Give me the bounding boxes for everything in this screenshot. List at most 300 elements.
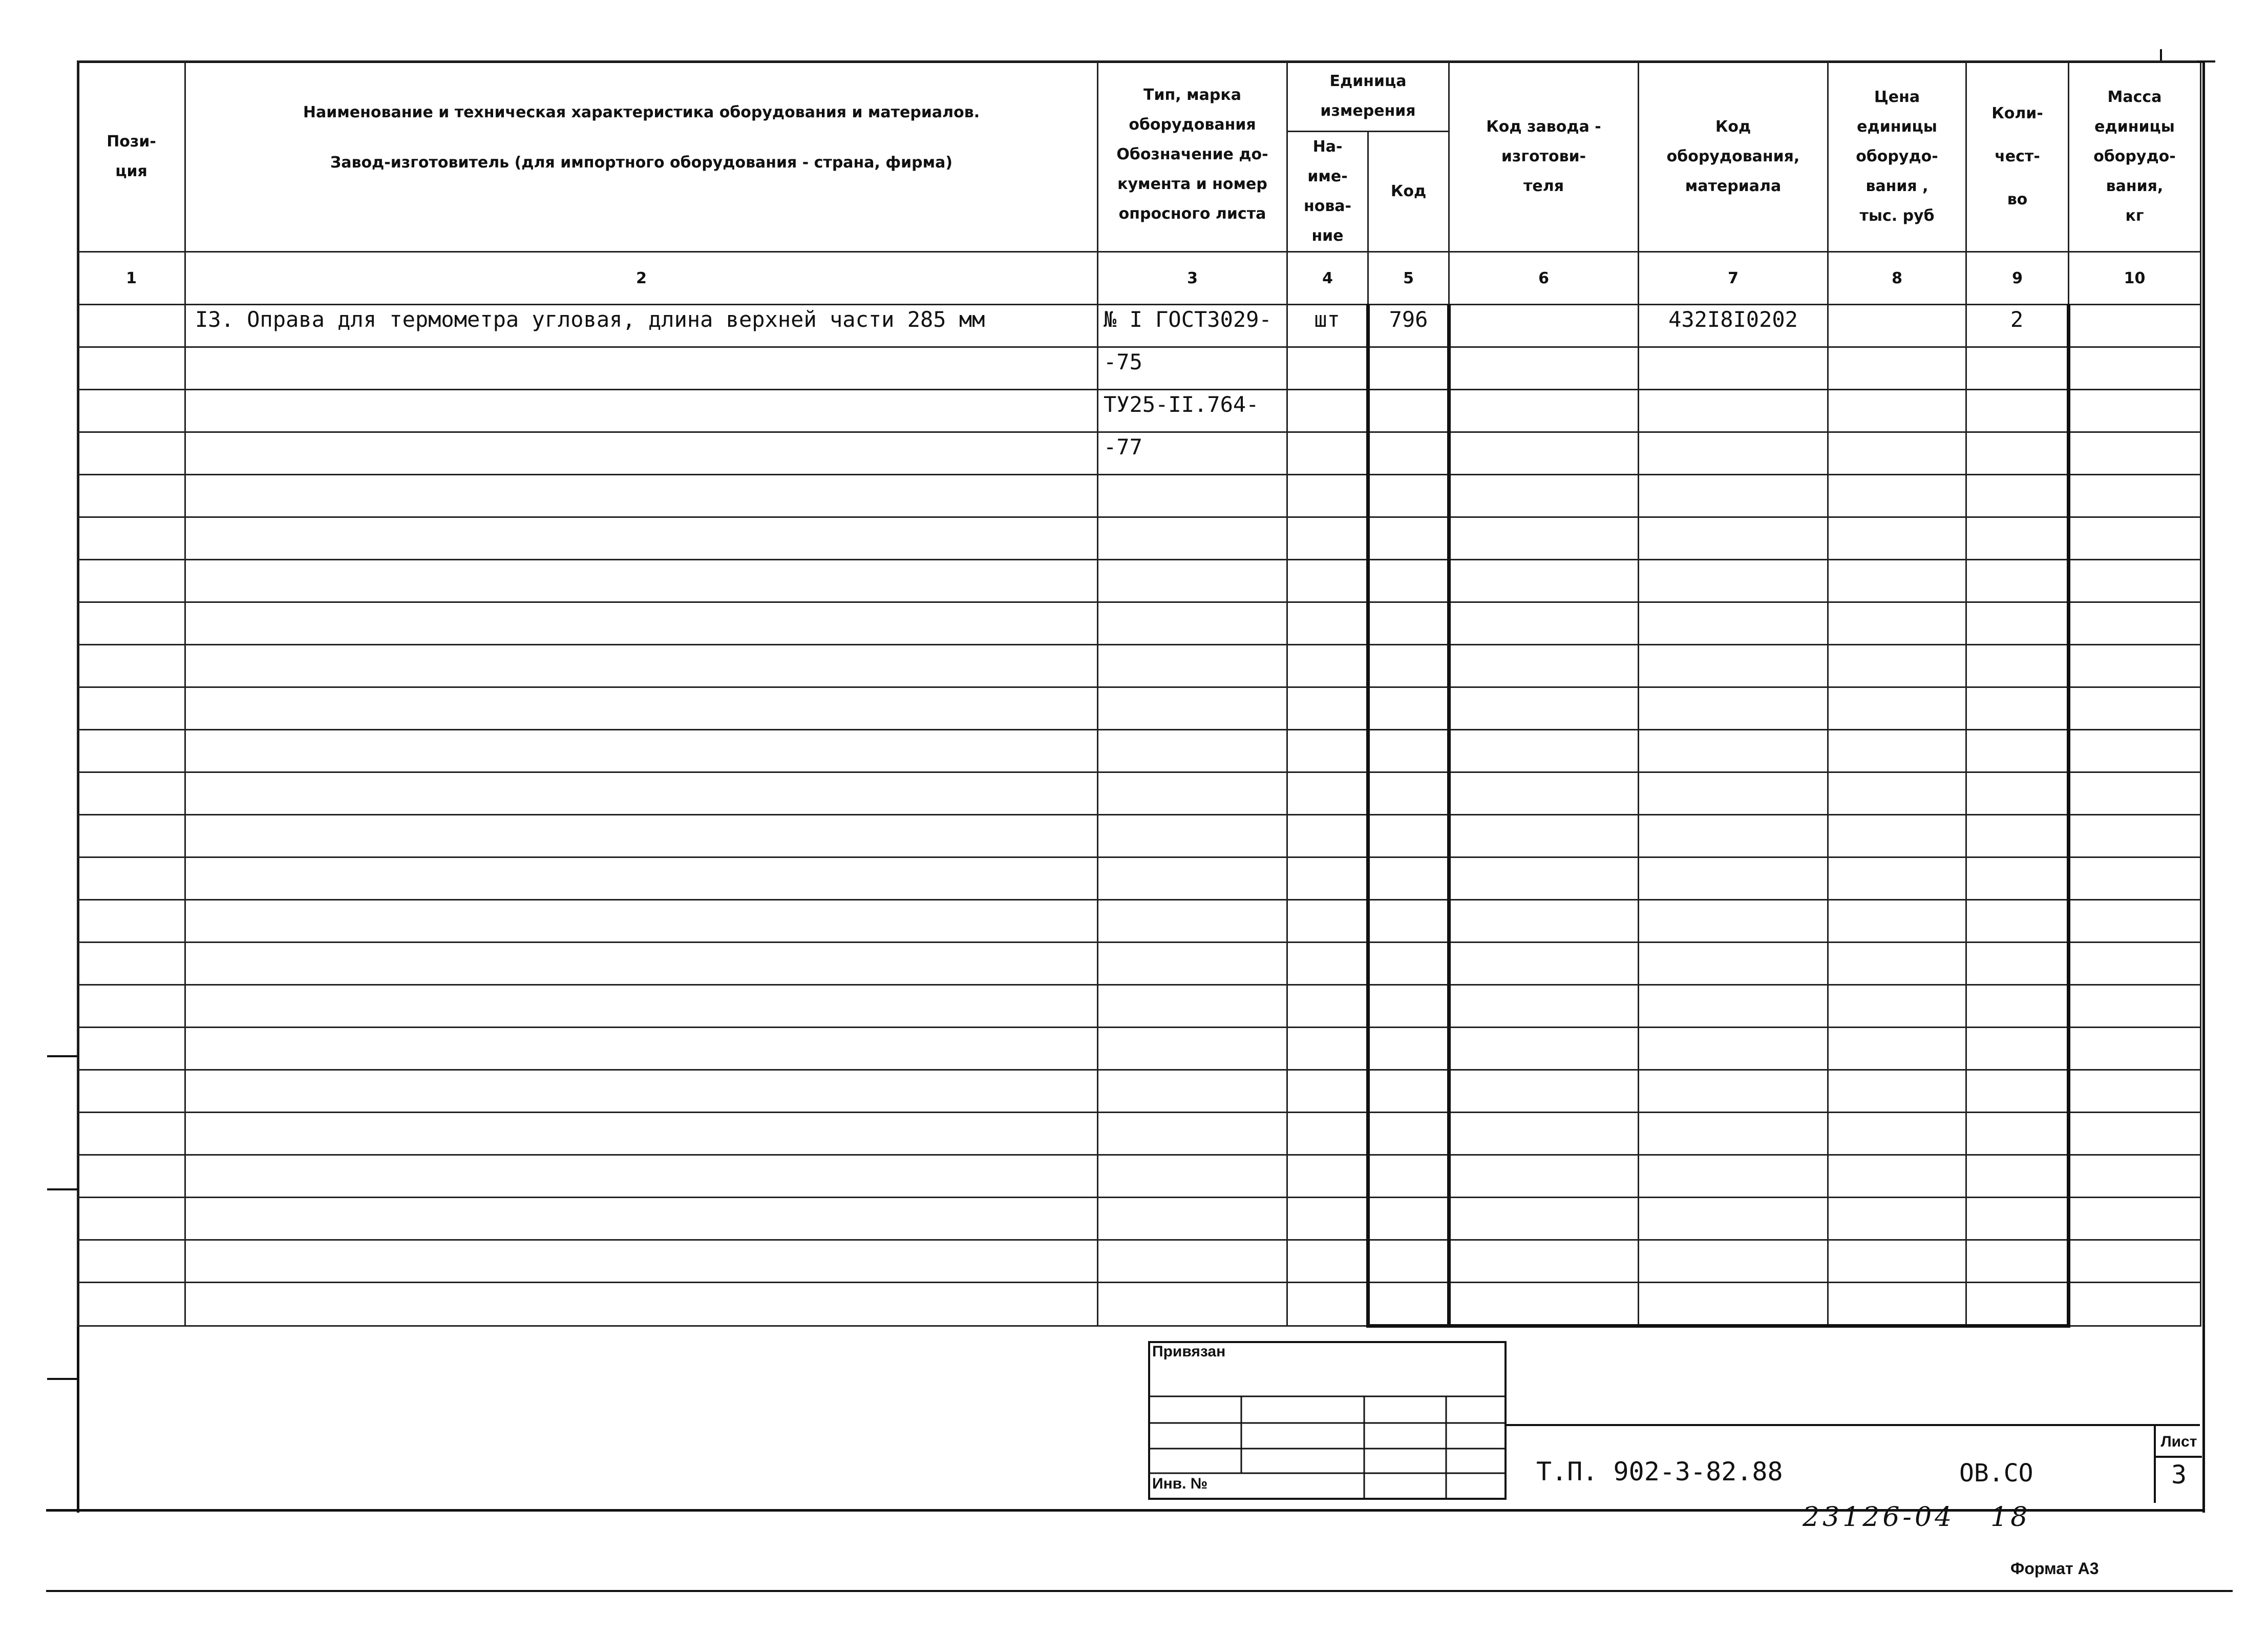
cell-unit <box>1287 1070 1368 1113</box>
cell-position <box>78 857 185 900</box>
cell-name <box>185 1155 1098 1198</box>
cell-price <box>1828 943 1966 985</box>
cell-mass <box>2069 1198 2201 1240</box>
header-unit-name <box>1287 132 1368 252</box>
cell-mass <box>2069 1240 2201 1283</box>
specification-table <box>77 60 2201 1328</box>
table-row <box>78 390 2201 432</box>
cell-name <box>185 475 1098 517</box>
cell-name <box>185 1028 1098 1070</box>
cell-name <box>185 347 1098 390</box>
cell-equipment-code <box>1639 1155 1828 1198</box>
cell-unit <box>1287 560 1368 602</box>
header-mass-l1: Масса <box>2107 88 2162 106</box>
header-equipment-code <box>1639 61 1828 252</box>
header-name <box>185 61 1098 252</box>
cell-mass <box>2069 1113 2201 1155</box>
cell-equipment-code <box>1639 943 1828 985</box>
header-position <box>78 61 185 252</box>
cell-equipment-code <box>1639 517 1828 560</box>
column-number: 4 <box>1287 252 1368 305</box>
cell-unit-code <box>1368 943 1449 985</box>
cell-document <box>1098 517 1287 560</box>
cell-position <box>78 305 185 347</box>
binding-margin-tick <box>47 1188 78 1190</box>
header-factory-code-l1: Код завода - <box>1486 117 1601 136</box>
cell-unit-code <box>1368 857 1449 900</box>
cell-unit <box>1287 432 1368 475</box>
cell-equipment-code <box>1639 985 1828 1028</box>
cell-position <box>78 772 185 815</box>
header-unit-group-l1: Единица <box>1329 72 1407 90</box>
cell-equipment-code <box>1639 1283 1828 1326</box>
cell-unit <box>1287 815 1368 857</box>
cell-quantity: 2 <box>1966 305 2069 347</box>
cell-unit <box>1287 1283 1368 1326</box>
cell-unit-code <box>1368 1028 1449 1070</box>
cell-quantity <box>1966 985 2069 1028</box>
cell-document: -77 <box>1098 432 1287 475</box>
table-row <box>78 857 2201 900</box>
cell-mass <box>2069 730 2201 772</box>
cell-document <box>1098 475 1287 517</box>
cell-unit <box>1287 943 1368 985</box>
cell-factory-code <box>1449 560 1639 602</box>
cell-price <box>1828 1070 1966 1113</box>
cell-name <box>185 517 1098 560</box>
header-name-line1: Наименование и техническая характеристика оборудования и материалов. <box>303 103 980 121</box>
cell-price <box>1828 772 1966 815</box>
table-row <box>78 602 2201 645</box>
cell-mass <box>2069 1028 2201 1070</box>
cell-mass <box>2069 772 2201 815</box>
cell-factory-code <box>1449 645 1639 687</box>
cell-position <box>78 1070 185 1113</box>
cell-unit-code <box>1368 347 1449 390</box>
cell-mass <box>2069 943 2201 985</box>
table-row <box>78 1155 2201 1198</box>
cell-price <box>1828 815 1966 857</box>
cell-quantity <box>1966 560 2069 602</box>
table-body <box>78 305 2201 1326</box>
cell-price <box>1828 1198 1966 1240</box>
cell-factory-code <box>1449 390 1639 432</box>
header-unit-group-l2: измерения <box>1320 102 1416 120</box>
cell-document <box>1098 645 1287 687</box>
cell-name: I3. Оправа для термометра угловая, длина верхней части 285 мм <box>185 305 1098 347</box>
column-number: 3 <box>1098 252 1287 305</box>
cell-unit-code <box>1368 560 1449 602</box>
cell-factory-code <box>1449 475 1639 517</box>
cell-price <box>1828 1028 1966 1070</box>
cell-factory-code <box>1449 857 1639 900</box>
cell-position <box>78 1198 185 1240</box>
cell-factory-code <box>1449 347 1639 390</box>
header-unit-code: Код <box>1368 132 1449 252</box>
cell-unit-code <box>1368 730 1449 772</box>
cell-mass <box>2069 900 2201 943</box>
cell-equipment-code <box>1639 857 1828 900</box>
table-row <box>78 1198 2201 1240</box>
cell-price <box>1828 517 1966 560</box>
cell-quantity <box>1966 1028 2069 1070</box>
header-equipment-code-l3: материала <box>1685 177 1782 195</box>
cell-unit <box>1287 347 1368 390</box>
column-number: 2 <box>185 252 1098 305</box>
title-block <box>1506 1424 2200 1503</box>
table-row <box>78 517 2201 560</box>
cell-equipment-code <box>1639 1240 1828 1283</box>
cell-name <box>185 560 1098 602</box>
cell-unit-code <box>1368 1070 1449 1113</box>
cell-name <box>185 1113 1098 1155</box>
cell-name <box>185 687 1098 730</box>
header-type-l3: Обозначение до- <box>1116 145 1268 163</box>
cell-equipment-code <box>1639 687 1828 730</box>
cell-position <box>78 815 185 857</box>
cell-document: ТУ25-II.764- <box>1098 390 1287 432</box>
header-factory-code <box>1449 61 1639 252</box>
table-row <box>78 560 2201 602</box>
cell-factory-code <box>1449 1240 1639 1283</box>
cell-position <box>78 900 185 943</box>
cell-price <box>1828 857 1966 900</box>
cell-unit-code <box>1368 1240 1449 1283</box>
cell-factory-code <box>1449 687 1639 730</box>
cell-unit-code <box>1368 815 1449 857</box>
header-price-l1: Цена <box>1874 88 1920 106</box>
cell-document <box>1098 687 1287 730</box>
cell-unit <box>1287 1028 1368 1070</box>
table-row <box>78 1070 2201 1113</box>
cell-unit-code <box>1368 602 1449 645</box>
cell-price <box>1828 1155 1966 1198</box>
cell-position <box>78 432 185 475</box>
sheet-number: 3 <box>2171 1460 2187 1490</box>
cell-unit <box>1287 857 1368 900</box>
cell-unit-code <box>1368 645 1449 687</box>
inventory-number-label: Инв. № <box>1152 1475 1208 1492</box>
table-row <box>78 1240 2201 1283</box>
cell-name <box>185 985 1098 1028</box>
archive-number-suffix: 18 <box>1990 1502 2031 1533</box>
cell-equipment-code <box>1639 1028 1828 1070</box>
cell-price <box>1828 347 1966 390</box>
cell-equipment-code <box>1639 772 1828 815</box>
header-unit-name-l4: ние <box>1311 227 1344 245</box>
column-number: 7 <box>1639 252 1828 305</box>
cell-equipment-code <box>1639 475 1828 517</box>
cell-position <box>78 1028 185 1070</box>
cell-price <box>1828 985 1966 1028</box>
header-mass-l2: единицы <box>2094 117 2175 136</box>
cell-document <box>1098 857 1287 900</box>
cell-unit <box>1287 985 1368 1028</box>
cell-mass <box>2069 602 2201 645</box>
cell-mass <box>2069 517 2201 560</box>
cell-name <box>185 1240 1098 1283</box>
cell-name <box>185 645 1098 687</box>
cell-name <box>185 432 1098 475</box>
cell-unit-code <box>1368 1283 1449 1326</box>
cell-mass <box>2069 857 2201 900</box>
cell-unit-code <box>1368 1198 1449 1240</box>
cell-price <box>1828 1283 1966 1326</box>
cell-unit <box>1287 730 1368 772</box>
cell-position <box>78 730 185 772</box>
cell-price <box>1828 305 1966 347</box>
cell-price <box>1828 900 1966 943</box>
cell-equipment-code <box>1639 900 1828 943</box>
cell-price <box>1828 645 1966 687</box>
cell-name <box>185 943 1098 985</box>
cell-position <box>78 602 185 645</box>
column-number: 10 <box>2069 252 2201 305</box>
cell-mass <box>2069 985 2201 1028</box>
sheet-label: Лист <box>2156 1428 2202 1458</box>
cell-unit <box>1287 1155 1368 1198</box>
table-row <box>78 730 2201 772</box>
cell-price <box>1828 1240 1966 1283</box>
cell-unit-code <box>1368 772 1449 815</box>
header-mass-l5: кг <box>2125 206 2144 225</box>
cell-unit-code <box>1368 475 1449 517</box>
cell-document <box>1098 900 1287 943</box>
cell-mass <box>2069 305 2201 347</box>
header-equipment-code-l2: оборудования, <box>1666 147 1800 165</box>
cell-factory-code <box>1449 1113 1639 1155</box>
cell-document <box>1098 1070 1287 1113</box>
cell-equipment-code: 432I8I0202 <box>1639 305 1828 347</box>
cell-quantity <box>1966 815 2069 857</box>
column-number: 6 <box>1449 252 1639 305</box>
header-unit-name-l1: На- <box>1312 138 1343 156</box>
header-type-l2: оборудования <box>1129 116 1256 134</box>
header-row-top <box>78 61 2201 132</box>
cell-mass <box>2069 1155 2201 1198</box>
cell-factory-code <box>1449 1155 1639 1198</box>
header-factory-code-l3: теля <box>1523 177 1564 195</box>
header-quantity-l1: Коли- <box>1991 104 2043 122</box>
cell-position <box>78 943 185 985</box>
bound-label: Привязан <box>1152 1343 1226 1360</box>
cell-factory-code <box>1449 432 1639 475</box>
cell-document <box>1098 1113 1287 1155</box>
cell-document <box>1098 560 1287 602</box>
cell-quantity <box>1966 730 2069 772</box>
cell-mass <box>2069 390 2201 432</box>
cell-equipment-code <box>1639 560 1828 602</box>
cell-position <box>78 1155 185 1198</box>
cell-document <box>1098 815 1287 857</box>
cell-document <box>1098 1240 1287 1283</box>
cell-document <box>1098 602 1287 645</box>
header-price-l5: тыс. руб <box>1859 206 1935 225</box>
cell-unit-code <box>1368 687 1449 730</box>
cell-equipment-code <box>1639 347 1828 390</box>
cell-quantity <box>1966 687 2069 730</box>
cell-factory-code <box>1449 730 1639 772</box>
cell-document: № I ГОСТ3029- <box>1098 305 1287 347</box>
cell-price <box>1828 432 1966 475</box>
format-rule <box>46 1590 2233 1592</box>
cell-name <box>185 730 1098 772</box>
cell-equipment-code <box>1639 432 1828 475</box>
cell-unit-code: 796 <box>1368 305 1449 347</box>
cell-name <box>185 1070 1098 1113</box>
cell-position <box>78 560 185 602</box>
cell-name <box>185 390 1098 432</box>
cell-position <box>78 687 185 730</box>
document-code: Т.П. 902-3-82.88 <box>1536 1457 1783 1487</box>
cell-unit: шт <box>1287 305 1368 347</box>
table-row <box>78 305 2201 347</box>
cell-document <box>1098 943 1287 985</box>
cell-factory-code <box>1449 517 1639 560</box>
top-right-tick <box>2160 49 2162 60</box>
cell-position <box>78 1283 185 1326</box>
cell-mass <box>2069 475 2201 517</box>
cell-quantity <box>1966 1240 2069 1283</box>
cell-position <box>78 475 185 517</box>
header-quantity <box>1966 61 2069 252</box>
header-equipment-code-l1: Код <box>1715 117 1751 136</box>
table-row <box>78 475 2201 517</box>
column-number: 5 <box>1368 252 1449 305</box>
cell-name <box>185 815 1098 857</box>
cell-unit-code <box>1368 1155 1449 1198</box>
table-row <box>78 1113 2201 1155</box>
cell-mass <box>2069 815 2201 857</box>
cell-factory-code <box>1449 1070 1639 1113</box>
cell-position <box>78 347 185 390</box>
cell-quantity <box>1966 432 2069 475</box>
cell-quantity <box>1966 475 2069 517</box>
header-type <box>1098 61 1287 252</box>
cell-mass <box>2069 645 2201 687</box>
cell-equipment-code <box>1639 602 1828 645</box>
cell-name <box>185 900 1098 943</box>
cell-quantity <box>1966 390 2069 432</box>
cell-factory-code <box>1449 943 1639 985</box>
binding-stamp <box>1148 1341 1507 1500</box>
cell-quantity <box>1966 347 2069 390</box>
cell-mass <box>2069 1070 2201 1113</box>
header-quantity-l3: во <box>2007 190 2028 208</box>
cell-name <box>185 602 1098 645</box>
cell-unit <box>1287 772 1368 815</box>
cell-unit <box>1287 1113 1368 1155</box>
header-unit-group <box>1287 61 1449 132</box>
cell-equipment-code <box>1639 390 1828 432</box>
cell-factory-code <box>1449 1028 1639 1070</box>
cell-equipment-code <box>1639 730 1828 772</box>
table-row <box>78 772 2201 815</box>
header-price-l2: единицы <box>1857 117 1937 136</box>
header-price <box>1828 61 1966 252</box>
table-row <box>78 1283 2201 1326</box>
cell-factory-code <box>1449 1283 1639 1326</box>
cell-price <box>1828 602 1966 645</box>
table-row <box>78 985 2201 1028</box>
column-number: 8 <box>1828 252 1966 305</box>
header-unit-name-l2: име- <box>1307 168 1348 185</box>
cell-document <box>1098 985 1287 1028</box>
cell-equipment-code <box>1639 1113 1828 1155</box>
binding-margin-tick <box>47 1378 78 1380</box>
cell-unit <box>1287 517 1368 560</box>
cell-price <box>1828 1113 1966 1155</box>
cell-mass <box>2069 347 2201 390</box>
cell-quantity <box>1966 645 2069 687</box>
header-price-l3: оборудо- <box>1856 147 1938 165</box>
table-row <box>78 1028 2201 1070</box>
cell-unit-code <box>1368 900 1449 943</box>
cell-position <box>78 390 185 432</box>
cell-unit-code <box>1368 985 1449 1028</box>
cell-name <box>185 1283 1098 1326</box>
cell-price <box>1828 730 1966 772</box>
cell-unit-code <box>1368 517 1449 560</box>
cell-unit <box>1287 475 1368 517</box>
column-number: 9 <box>1966 252 2069 305</box>
cell-price <box>1828 560 1966 602</box>
cell-position <box>78 1113 185 1155</box>
cell-name <box>185 1198 1098 1240</box>
header-quantity-l2: чест- <box>1995 147 2040 165</box>
header-name-line2: Завод-изготовитель (для импортного оборудования - страна, фирма) <box>330 154 953 172</box>
table-row <box>78 432 2201 475</box>
cell-quantity <box>1966 772 2069 815</box>
table-row <box>78 815 2201 857</box>
header-position-l1: Пози- <box>107 132 156 151</box>
cell-price <box>1828 390 1966 432</box>
archive-number-main: 23126-04 <box>1803 1502 1955 1533</box>
cell-unit <box>1287 645 1368 687</box>
header-type-l1: Тип, марка <box>1143 86 1241 104</box>
cell-quantity <box>1966 602 2069 645</box>
cell-quantity <box>1966 1113 2069 1155</box>
cell-equipment-code <box>1639 815 1828 857</box>
cell-factory-code <box>1449 772 1639 815</box>
cell-equipment-code <box>1639 1198 1828 1240</box>
cell-document <box>1098 1283 1287 1326</box>
header-factory-code-l2: изготови- <box>1501 147 1586 165</box>
header-mass <box>2069 61 2201 252</box>
cell-name <box>185 857 1098 900</box>
binding-margin-tick <box>47 1055 78 1057</box>
table-row <box>78 347 2201 390</box>
header-unit-name-l3: нова- <box>1303 197 1352 215</box>
cell-mass <box>2069 1283 2201 1326</box>
cell-equipment-code <box>1639 1070 1828 1113</box>
cell-factory-code <box>1449 1198 1639 1240</box>
cell-unit <box>1287 602 1368 645</box>
column-number: 1 <box>78 252 185 305</box>
header-type-l4: кумента и номер <box>1117 175 1267 193</box>
cell-quantity <box>1966 1198 2069 1240</box>
cell-document <box>1098 772 1287 815</box>
cell-position <box>78 645 185 687</box>
sheet-number-cell <box>2154 1426 2202 1503</box>
cell-quantity <box>1966 900 2069 943</box>
cell-document <box>1098 730 1287 772</box>
cell-mass <box>2069 432 2201 475</box>
cell-unit-code <box>1368 432 1449 475</box>
cell-quantity <box>1966 1283 2069 1326</box>
cell-factory-code <box>1449 815 1639 857</box>
cell-price <box>1828 687 1966 730</box>
